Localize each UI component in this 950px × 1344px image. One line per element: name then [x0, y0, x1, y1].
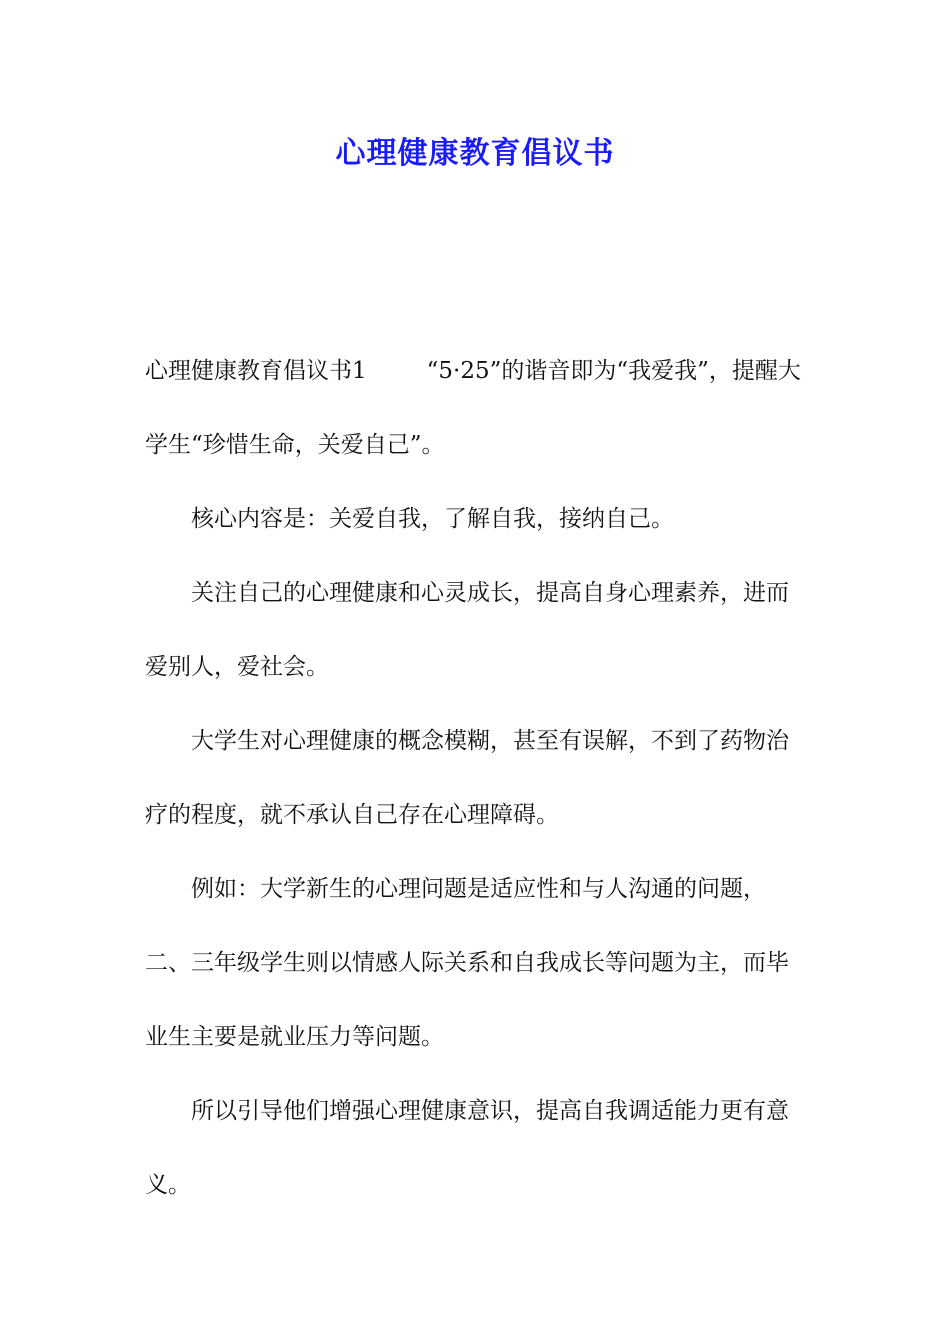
- paragraph-intro-text: “5·25”的谐音即为“我爱我”，提醒大学生“珍惜生命，关爱自己”。: [145, 358, 801, 458]
- paragraph-2: 关注自己的心理健康和心灵成长，提高自身心理素养，进而爱别人，爱社会。: [145, 580, 789, 680]
- document-body: [145, 334, 810, 1222]
- paragraph-intro-heading: 心理健康教育倡议书1: [145, 358, 367, 384]
- paragraph-intro: [145, 334, 810, 482]
- paragraph-3: 大学生对心理健康的概念模糊，甚至有误解，不到了药物治疗的程度，就不承认自己存在心理障碍。: [145, 728, 789, 828]
- paragraph-1: 核心内容是：关爱自我，了解自我，接纳自己。: [191, 506, 674, 532]
- paragraph-4: 例如：大学新生的心理问题是适应性和与人沟通的问题，二、三年级学生则以情感人际关系和自我成长等问题为主，而毕业生主要是就业压力等问题。: [145, 876, 789, 1050]
- document-title: 心理健康教育倡议书: [335, 136, 615, 171]
- paragraph-5: 所以引导他们增强心理健康意识，提高自我调适能力更有意义。: [145, 1098, 789, 1198]
